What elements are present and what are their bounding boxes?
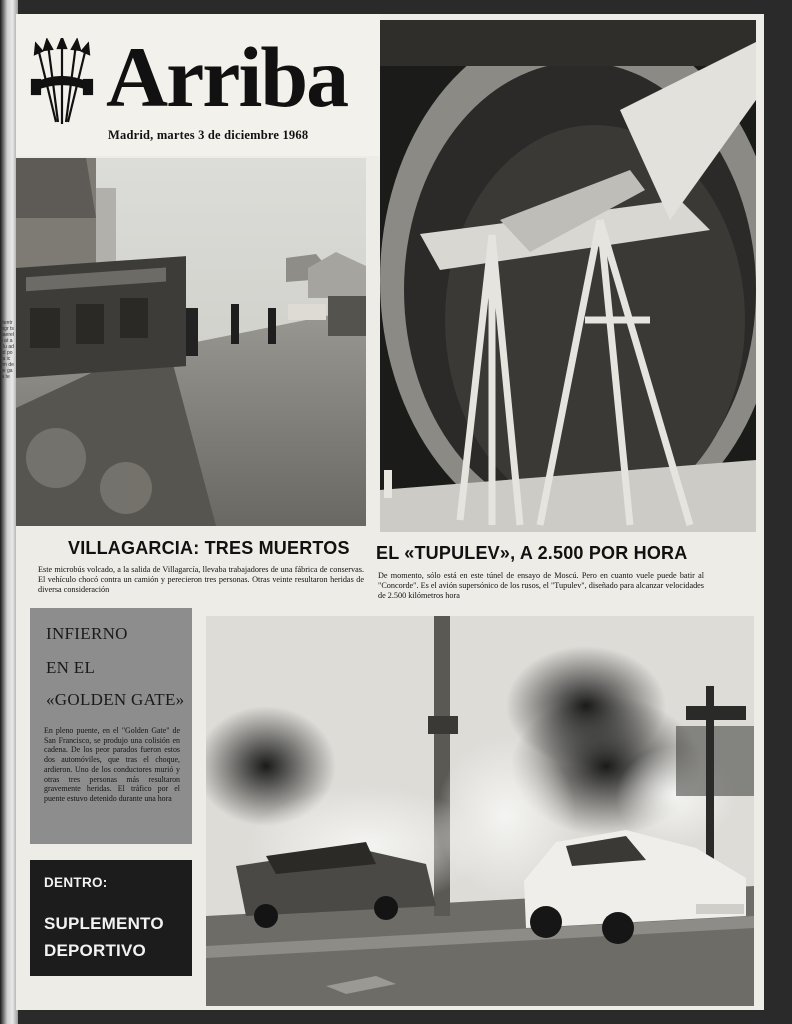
supplement-title: SUPLEMENTO DEPORTIVO: [44, 914, 164, 960]
newspaper-page: [16, 14, 764, 1010]
yoke-and-arrows-emblem-icon: [30, 38, 94, 128]
golden-gate-headline-line-1: INFIERNO: [46, 624, 128, 643]
wind-tunnel-aircraft-photo: [380, 20, 756, 532]
golden-gate-headline-line-3: «GOLDEN GATE»: [46, 690, 185, 709]
golden-gate-story-box: [30, 608, 192, 844]
dateline: Madrid, martes 3 de diciembre 1968: [108, 128, 309, 142]
villagarcia-headline: VILLAGARCIA: TRES MUERTOS: [68, 538, 350, 558]
tupulev-caption: De momento, sólo está en este túnel de ensayo de Moscú. Pero en cuanto vuele puede batir al "Concorde". Es el avión supersónico de los rusos, el "Tupulev", diseñado para alcanzar velocidades de 2.500 kilómetros hora: [378, 571, 704, 600]
tupulev-headline: EL «TUPULEV», A 2.500 POR HORA: [376, 543, 688, 563]
newspaper-title: Arriba: [106, 29, 348, 125]
overturned-bus-photo: [16, 158, 366, 526]
villagarcia-caption: Este microbús volcado, a la salida de Villagarcía, llevaba trabajadores de una fábrica de conservas. El vehículo chocó contra un camión y perecieron tres personas. Otras veinte resultaron heridas de diversa consideración: [38, 565, 364, 594]
adjacent-page-bleed: ctentrmgr tsoaerelo at ar lu ad ed po ca ic em de ne ga ta te: [0, 320, 14, 380]
supplement-box: [30, 860, 192, 976]
burning-cars-photo: [206, 616, 754, 1006]
golden-gate-body: En pleno puente, en el "Golden Gate" de San Francisco, se produjo una colisión en cadena. De los peor parados fueron estos dos automóviles, que tras el choque, ardieron. Uno de los conductores murió y otras tres personas más resultaron gravemente heridas. El tráfico por el puente estuvo detenido durante una hora: [44, 726, 180, 803]
supplement-label: DENTRO:: [44, 875, 108, 890]
golden-gate-headline-line-2: EN EL: [46, 658, 96, 677]
masthead: [16, 14, 380, 156]
